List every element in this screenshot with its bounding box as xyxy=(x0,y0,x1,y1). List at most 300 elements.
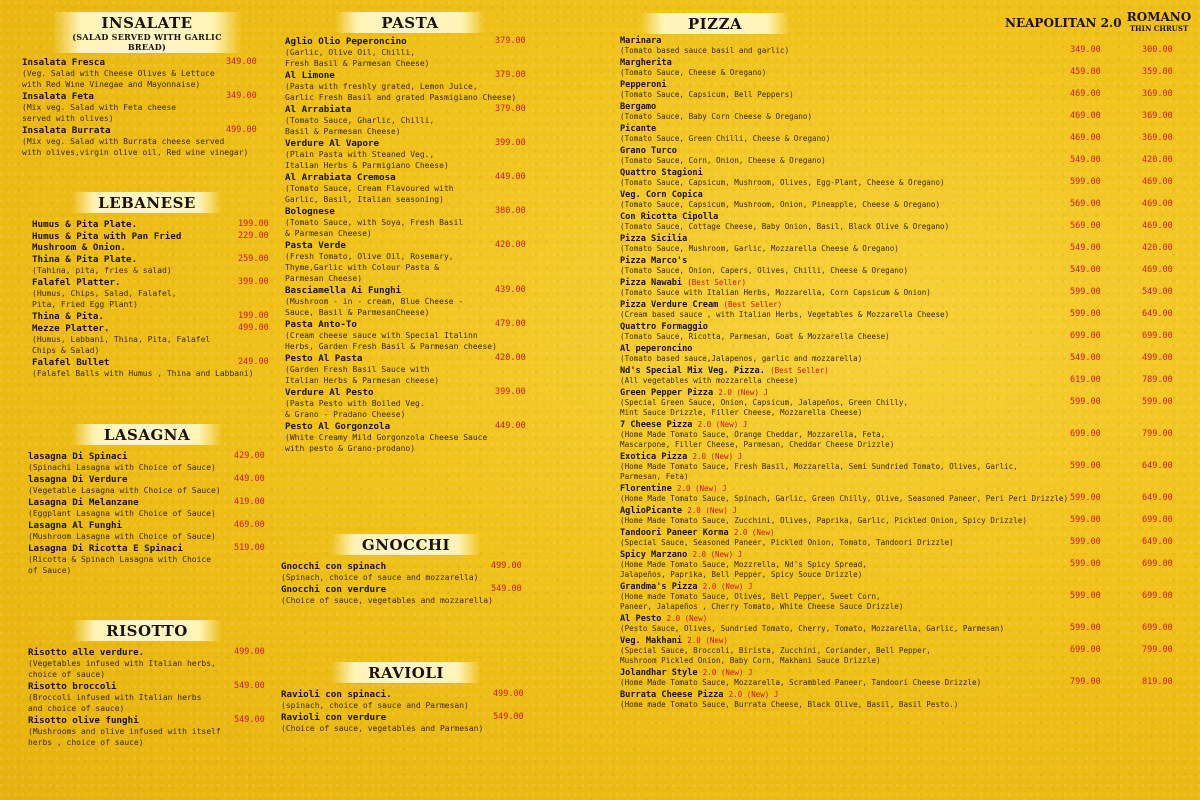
pizza-name xyxy=(620,366,1190,376)
gnocchi-section xyxy=(281,534,531,607)
pizza-tag: 2.0 (New) J xyxy=(687,506,737,515)
pizza-name xyxy=(620,256,1190,266)
menu-item xyxy=(22,57,272,90)
pizza-item xyxy=(620,256,1190,276)
item-price: 199.00 xyxy=(238,311,269,321)
insalate-list xyxy=(22,57,272,158)
ravioli-section xyxy=(281,662,531,735)
menu-item xyxy=(285,36,535,69)
pizza-name-text: Veg. Makhani xyxy=(620,636,683,646)
neapolitan-price: 699.00 xyxy=(1070,645,1101,655)
pizza-name-text: Exotica Pizza xyxy=(620,452,688,462)
pizza-name xyxy=(620,614,1190,624)
neapolitan-price: 599.00 xyxy=(1070,177,1101,187)
lebanese-section xyxy=(22,192,272,380)
neapolitan-price: 699.00 xyxy=(1070,429,1101,439)
menu-item xyxy=(32,219,272,230)
menu-item xyxy=(285,319,535,352)
item-description: (Mix veg. Salad with Burrata cheese served with olives,virgin olive oil, Red wine vinegar) xyxy=(22,137,249,157)
pizza-name xyxy=(620,190,1190,200)
menu-item xyxy=(285,240,535,284)
item-price: 420.00 xyxy=(495,353,526,363)
item-name: Thina & Pita Plate. xyxy=(32,254,138,265)
neapolitan-price: 349.00 xyxy=(1070,45,1101,55)
neapolitan-price: 549.00 xyxy=(1070,265,1101,275)
romano-price: 420.00 xyxy=(1142,243,1173,253)
menu-item xyxy=(281,561,531,583)
pasta-list xyxy=(285,36,535,454)
item-description: (Veg. Salad with Cheese Olives & Lettuce with Red Wine Vinegae and Mayonnaise) xyxy=(22,69,215,89)
pizza-name xyxy=(620,146,1190,156)
pizza-description: (Tomato Sauce with Italian Herbs, Mozzarella, Corn Capsicum & Onion) xyxy=(620,288,931,297)
pizza-item xyxy=(620,146,1190,166)
item-description: (Tomato Sauce, Gharlic, Chilli, Basil & Parmesan Cheese) xyxy=(285,116,435,136)
pizza-tag: (Best Seller) xyxy=(770,366,829,375)
pizza-description: (Tomato Sauce, Cottage Cheese, Baby Onion, Basil, Black Olive & Oregano) xyxy=(620,222,950,231)
item-name: Pasta Verde xyxy=(285,240,346,251)
lebanese-title: LEBANESE xyxy=(98,194,196,212)
neapolitan-price: 599.00 xyxy=(1070,461,1101,471)
romano-price: 549.00 xyxy=(1142,287,1173,297)
pizza-description: (Home made Tomato Sauce, Olives, Bell Pepper, Sweet Corn, Paneer, Jalapeños , Cherry Tomato, White Cheese Sauce Drizzle) xyxy=(620,592,904,611)
menu-item xyxy=(285,172,535,205)
item-name: Mezze Platter. xyxy=(32,323,110,334)
item-description: (Mushrooms and olive infused with itself herbs , choice of sauce) xyxy=(28,727,221,747)
item-price: 259.00 xyxy=(238,254,269,264)
item-description: (Eggplant Lasagna with Choice of Sauce) xyxy=(28,509,216,518)
item-price: 399.00 xyxy=(495,387,526,397)
risotto-banner xyxy=(72,620,222,641)
pasta-banner xyxy=(335,12,485,33)
pizza-name xyxy=(620,80,1190,90)
neapolitan-price: 599.00 xyxy=(1070,623,1101,633)
menu-item xyxy=(285,353,535,386)
neapolitan-price: 599.00 xyxy=(1070,309,1101,319)
pizza-description: (Pesto Sauce, Olives, Sundried Tomato, Cherry, Tomato, Mozzarella, Garlic, Parmesan) xyxy=(620,624,1005,633)
pizza-name-text: AglioPicante xyxy=(620,506,683,516)
menu-item xyxy=(22,91,272,124)
pizza-description: (Tomato Sauce, Green Chilli, Cheese & Oregano) xyxy=(620,134,831,143)
pizza-name-text: Burrata Cheese Pizza xyxy=(620,690,724,700)
romano-header xyxy=(1126,10,1192,33)
item-description: (Falafel Balls with Humus , Thina and Labbani) xyxy=(32,369,254,378)
item-name: Falafel Bullet xyxy=(32,357,110,368)
pizza-description: (Tomato Sauce, Corn, Onion, Cheese & Oregano) xyxy=(620,156,826,165)
neapolitan-price: 599.00 xyxy=(1070,559,1101,569)
pizza-name-text: 7 Cheese Pizza xyxy=(620,420,693,430)
pizza-name xyxy=(620,102,1190,112)
neapolitan-price: 599.00 xyxy=(1070,591,1101,601)
item-description: (Vegetables infused with Italian herbs, choice of sauce) xyxy=(28,659,216,679)
item-price: 379.00 xyxy=(495,104,526,114)
item-name: Basciamella Ai Funghi xyxy=(285,285,402,296)
pizza-item xyxy=(620,168,1190,188)
pizza-name-text: Nd's Special Mix Veg. Pizza. xyxy=(620,366,765,376)
risotto-title: RISOTTO xyxy=(106,622,188,640)
romano-price: 369.00 xyxy=(1142,89,1173,99)
pizza-item xyxy=(620,58,1190,78)
pizza-item xyxy=(620,344,1190,364)
item-description: (Tomato Sauce, with Soya, Fresh Basil & Parmesan Cheese) xyxy=(285,218,464,238)
romano-price: 649.00 xyxy=(1142,461,1173,471)
pizza-item xyxy=(620,420,1190,450)
ravioli-banner xyxy=(331,662,481,683)
pizza-tag: 2.0 (New) J xyxy=(697,420,748,429)
item-price: 199.00 xyxy=(238,219,269,229)
neapolitan-price: 599.00 xyxy=(1070,493,1101,503)
neapolitan-price: 599.00 xyxy=(1070,397,1101,407)
item-price: 549.00 xyxy=(491,584,522,594)
item-price: 249.00 xyxy=(238,357,269,367)
romano-price: 469.00 xyxy=(1142,199,1173,209)
pizza-name xyxy=(620,452,1190,462)
item-description: (Mix veg. Salad with Feta cheese served with olives) xyxy=(22,103,177,123)
pizza-item xyxy=(620,452,1190,482)
pizza-name-text: Margherita xyxy=(620,58,672,68)
neapolitan-price: 569.00 xyxy=(1070,199,1101,209)
pizza-tag: 2.0 (New) J xyxy=(728,690,779,699)
pizza-name-text: Quattro Stagioni xyxy=(620,168,703,178)
pizza-name xyxy=(620,278,1190,288)
neapolitan-price: 459.00 xyxy=(1070,67,1101,77)
item-description: (Tahina, pita, fries & salad) xyxy=(32,266,172,275)
menu-item xyxy=(285,138,535,171)
pizza-item xyxy=(620,80,1190,100)
romano-price: 699.00 xyxy=(1142,559,1173,569)
pizza-banner xyxy=(640,13,790,34)
pizza-name xyxy=(620,388,1190,398)
item-price: 479.00 xyxy=(495,319,526,329)
romano-price: 300.00 xyxy=(1142,45,1173,55)
pizza-name-text: Green Pepper Pizza xyxy=(620,388,714,398)
item-price: 549.00 xyxy=(493,712,524,722)
item-name: Risotto alle verdure. xyxy=(28,647,145,658)
item-price: 499.00 xyxy=(238,323,269,333)
pizza-name xyxy=(620,36,1190,46)
romano-price: 499.00 xyxy=(1142,353,1173,363)
item-price: 229.00 xyxy=(238,231,269,241)
pizza-name xyxy=(620,582,1190,592)
pizza-tag: 2.0 (New) J xyxy=(692,452,743,461)
insalate-title: INSALATE xyxy=(101,14,193,32)
menu-item xyxy=(28,474,272,496)
item-price: 380.00 xyxy=(495,206,526,216)
item-name: Lasagna Di Ricotta E Spinaci xyxy=(28,543,183,554)
romano-price: 699.00 xyxy=(1142,591,1173,601)
menu-item xyxy=(28,451,272,473)
pizza-description: (Tomato Sauce, Mushroom, Garlic, Mozzarella Cheese & Oregano) xyxy=(620,244,899,253)
item-name: Gnocchi con spinach xyxy=(281,561,387,572)
menu-item xyxy=(285,104,535,137)
pizza-name xyxy=(620,168,1190,178)
item-price: 499.00 xyxy=(226,125,257,135)
pizza-item xyxy=(620,690,1190,710)
lasagna-title: LASAGNA xyxy=(103,426,191,444)
item-description: (Tomato Sauce, Cream Flavoured with Garlic, Basil, Italian seasoning) xyxy=(285,184,454,204)
pizza-name-text: Bergamo xyxy=(620,102,657,112)
item-description: (Garlic, Olive Oil, Chilli, Fresh Basil & Parmesan Cheese) xyxy=(285,48,430,68)
romano-price: 599.00 xyxy=(1142,397,1173,407)
item-name: Insalata Fresca xyxy=(22,57,105,68)
romano-price: 819.00 xyxy=(1142,677,1173,687)
pizza-name xyxy=(620,58,1190,68)
romano-price: 420.00 xyxy=(1142,155,1173,165)
menu-item xyxy=(28,520,272,542)
item-description: (Pasta Pesto with Boiled Veg. & Grano - Pradano Cheese) xyxy=(285,399,425,419)
pizza-name xyxy=(620,550,1190,560)
pizza-item xyxy=(620,300,1190,320)
item-name: Insalata Feta xyxy=(22,91,94,102)
pizza-name xyxy=(620,124,1190,134)
item-price: 420.00 xyxy=(495,240,526,250)
pizza-name xyxy=(620,484,1190,494)
menu-item xyxy=(28,715,272,748)
menu-item xyxy=(285,206,535,239)
item-price: 499.00 xyxy=(234,647,265,657)
menu-item xyxy=(281,712,531,734)
item-price: 499.00 xyxy=(493,689,524,699)
pizza-name-text: Pizza Marco's xyxy=(620,256,688,266)
pizza-item xyxy=(620,124,1190,144)
item-price: 379.00 xyxy=(495,36,526,46)
item-description: (Fresh Tomato, Olive Oil, Rosemary, Thyme,Garlic with Colour Pasta & Parmesan Cheese) xyxy=(285,252,454,283)
pizza-tag: (Best Seller) xyxy=(687,278,746,287)
pizza-item xyxy=(620,36,1190,56)
romano-price: 799.00 xyxy=(1142,429,1173,439)
pizza-name xyxy=(620,212,1190,222)
item-name: Verdure Al Pesto xyxy=(285,387,374,398)
pizza-description: (Home made Tomato Sauce, Burrata Cheese, Black Olive, Basil, Basil Pesto.) xyxy=(620,700,959,709)
menu-item xyxy=(285,70,535,103)
romano-price: 699.00 xyxy=(1142,623,1173,633)
pizza-description: (Tomato Sauce, Onion, Capers, Olives, Chilli, Cheese & Oregano) xyxy=(620,266,909,275)
item-name: Lasagna Di Melanzane xyxy=(28,497,139,508)
item-price: 449.00 xyxy=(495,172,526,182)
neapolitan-price: 469.00 xyxy=(1070,89,1101,99)
item-price: 449.00 xyxy=(495,421,526,431)
romano-price: 649.00 xyxy=(1142,493,1173,503)
menu-item xyxy=(32,357,272,379)
romano-price: 649.00 xyxy=(1142,309,1173,319)
pizza-description: (All vegetables with mozzarella cheese) xyxy=(620,376,799,385)
pizza-description: (Tomato Sauce, Baby Corn Cheese & Oregano) xyxy=(620,112,813,121)
pizza-description: (Tomato Sauce, Cheese & Oregano) xyxy=(620,68,767,77)
item-name: Pasta Anto-To xyxy=(285,319,357,330)
pizza-name-text: Pizza Nawabi xyxy=(620,278,683,288)
pizza-name-text: Grano Turco xyxy=(620,146,677,156)
item-name: Ravioli con spinaci. xyxy=(281,689,392,700)
pizza-item xyxy=(620,668,1190,688)
pizza-name-text: Marinara xyxy=(620,36,662,46)
pizza-name-text: Al peperoncino xyxy=(620,344,693,354)
item-price: 439.00 xyxy=(495,285,526,295)
pizza-item xyxy=(620,234,1190,254)
item-name: Risotto olive funghi xyxy=(28,715,139,726)
item-price: 419.00 xyxy=(234,497,265,507)
item-name: Al Limone xyxy=(285,70,335,81)
romano-price: 469.00 xyxy=(1142,221,1173,231)
item-name: Bolognese xyxy=(285,206,335,217)
item-description: (Spinach, choice of sauce and mozzarella) xyxy=(281,573,479,582)
menu-item xyxy=(32,323,272,356)
insalate-subtitle: (SALAD SERVED WITH GARLIC BREAD) xyxy=(72,32,222,52)
pizza-name-text: Picante xyxy=(620,124,657,134)
pizza-name-text: Veg. Corn Copica xyxy=(620,190,703,200)
item-price: 499.00 xyxy=(491,561,522,571)
neapolitan-price: 549.00 xyxy=(1070,243,1101,253)
lebanese-list xyxy=(22,219,272,379)
menu-item xyxy=(285,387,535,420)
item-name: Pesto Al Gorgonzola xyxy=(285,421,391,432)
item-name: Verdure Al Vapore xyxy=(285,138,380,149)
gnocchi-banner xyxy=(331,534,481,555)
pizza-description: (Special Green Sauce, Onion, Capsicum, Jalapeños, Green Chilly, Mint Sauce Drizzle, Filler Cheese, Mozzarella Cheese) xyxy=(620,398,909,417)
romano-price: 789.00 xyxy=(1142,375,1173,385)
pizza-item xyxy=(620,528,1190,548)
romano-price: 469.00 xyxy=(1142,177,1173,187)
pizza-item xyxy=(620,190,1190,210)
item-description: (Pasta with freshly grated, Lemon Juice, Garlic Fresh Basil and grated Pasmigiano Cheese) xyxy=(285,82,517,102)
menu-item xyxy=(32,311,272,322)
pizza-name-text: Quattro Formaggio xyxy=(620,322,708,332)
item-price: 349.00 xyxy=(226,91,257,101)
item-price: 349.00 xyxy=(226,57,257,67)
menu-item xyxy=(32,254,272,276)
item-description: (Plain Pasta with Steaned Veg., Italian Herbs & Parmigiano Cheese) xyxy=(285,150,449,170)
pizza-name xyxy=(620,690,1190,700)
pizza-list xyxy=(620,36,1190,712)
pizza-name-text: Pizza Verdure Cream xyxy=(620,300,719,310)
neapolitan-price: 469.00 xyxy=(1070,133,1101,143)
pizza-description: (Tomato Sauce, Capsicum, Mushroom, Onion, Pineapple, Cheese & Oregano) xyxy=(620,200,941,209)
item-name: Pesto Al Pasta xyxy=(285,353,363,364)
item-description: (Broccoli infused with Italian herbs and choice of sauce) xyxy=(28,693,202,713)
pizza-description: (Tomato Sauce, Ricotta, Parmesan, Goat & Mozzarella Cheese) xyxy=(620,332,890,341)
menu-item xyxy=(281,689,531,711)
romano-price: 649.00 xyxy=(1142,537,1173,547)
pizza-tag: 2.0 (New) xyxy=(666,614,708,623)
menu-item xyxy=(285,421,535,454)
pizza-description: (Home Made Tomato Sauce, Spinach, Garlic, Green Chilly, Olive, Seasoned Paneer, Peri Peri Drizzle) xyxy=(620,494,1069,503)
pizza-description: (Special Sauce, Seasoned Paneer, Pickled Onion, Tomato, Tandoori Drizzle) xyxy=(620,538,954,547)
romano-price: 369.00 xyxy=(1142,133,1173,143)
pizza-tag: 2.0 (New) J xyxy=(718,388,768,397)
menu-item xyxy=(22,125,272,158)
gnocchi-title: GNOCCHI xyxy=(361,536,451,554)
lasagna-banner xyxy=(72,424,222,445)
neapolitan-price: 799.00 xyxy=(1070,677,1101,687)
item-description: (Cream cheese sauce with Special Italinn Herbs, Garden Fresh Basil & Parmesan cheese) xyxy=(285,331,497,351)
item-name: Humus & Pita with Pan Fried Mushroom & Onion. xyxy=(32,231,182,253)
item-description: (Humus, Chips, Salad, Falafel, Pita, Fried Egg Plant) xyxy=(32,289,177,309)
pizza-description: (Home Made Tomato Sauce, Fresh Basil, Mozzarella, Semi Sundried Tomato, Olives, Garlic, Parmesan, Feta) xyxy=(620,462,1018,481)
item-name: lasagna Di Spinaci xyxy=(28,451,128,462)
item-price: 549.00 xyxy=(234,715,265,725)
pizza-description: (Home Made Tomato Sauce, Mozzarella, Scrambled Paneer, Tandoori Cheese Drizzle) xyxy=(620,678,982,687)
insalate-banner xyxy=(52,12,242,53)
item-name: Al Arrabiata xyxy=(285,104,352,115)
pizza-name-text: Tandoori Paneer Korma xyxy=(620,528,729,538)
item-price: 469.00 xyxy=(234,520,265,530)
menu-item xyxy=(28,543,272,576)
pizza-tag: 2.0 (New) xyxy=(733,528,775,537)
neapolitan-price: 569.00 xyxy=(1070,221,1101,231)
pizza-description: (Tomato based sauce basil and garlic) xyxy=(620,46,790,55)
pizza-description: (Home Made Tomato Sauce, Zucchini, Olives, Paprika, Garlic, Pickled Onion, Spicy Drizzle) xyxy=(620,516,1027,525)
pizza-name-text: Pepperoni xyxy=(620,80,667,90)
pizza-item xyxy=(620,366,1190,386)
neapolitan-header: NEAPOLITAN 2.0 xyxy=(1005,16,1122,30)
pizza-item xyxy=(620,322,1190,342)
item-name: Risotto broccoli xyxy=(28,681,117,692)
pizza-name xyxy=(620,420,1190,430)
neapolitan-price: 599.00 xyxy=(1070,537,1101,547)
ravioli-title: RAVIOLI xyxy=(368,664,444,682)
lebanese-banner xyxy=(72,192,222,213)
pizza-item xyxy=(620,636,1190,666)
pizza-description: (Special Sauce, Broccoli, Birista, Zucchini, Coriander, Bell Pepper, Mushroom Pickled Onion, Baby Corn, Makhani Sauce Drizzle) xyxy=(620,646,931,665)
risotto-list xyxy=(22,647,272,748)
romano-subtitle: THIN CHRUST xyxy=(1129,24,1189,33)
item-name: Insalata Burrata xyxy=(22,125,111,136)
item-name: Aglio Olio Peperoncino xyxy=(285,36,407,47)
pizza-name-text: Al Pesto xyxy=(620,614,662,624)
item-name: Falafel Platter. xyxy=(32,277,121,288)
pasta-title: PASTA xyxy=(381,14,439,32)
item-description: (White Creamy Mild Gorgonzola Cheese Sauce with pesto & Grano-prodano) xyxy=(285,433,488,453)
menu-item xyxy=(285,285,535,318)
item-description: (Ricotta & Spinach Lasagna with Choice of Sauce) xyxy=(28,555,212,575)
neapolitan-price: 549.00 xyxy=(1070,353,1101,363)
pizza-item xyxy=(620,212,1190,232)
neapolitan-price: 699.00 xyxy=(1070,331,1101,341)
romano-price: 699.00 xyxy=(1142,515,1173,525)
gnocchi-list xyxy=(281,561,531,606)
pizza-description: (Cream based sauce , with Italian Herbs, Vegetables & Mozzarella Cheese) xyxy=(620,310,950,319)
pizza-title: PIZZA xyxy=(687,15,743,33)
pizza-description: (Home Made Tomato Sauce, Orange Cheddar, Mozzarella, Feta, Mascarpone, Filler Cheese, Parmesan, Cheddar Cheese Drizzle) xyxy=(620,430,895,449)
menu-item xyxy=(28,647,272,680)
pizza-item xyxy=(620,278,1190,298)
pizza-name xyxy=(620,636,1190,646)
pizza-item xyxy=(620,582,1190,612)
romano-title: ROMANO xyxy=(1126,10,1192,24)
item-name: Humus & Pita Plate. xyxy=(32,219,138,230)
pizza-tag: 2.0 (New) J xyxy=(676,484,727,493)
pizza-name xyxy=(620,668,1190,678)
item-price: 449.00 xyxy=(234,474,265,484)
pasta-section xyxy=(285,12,535,455)
romano-price: 799.00 xyxy=(1142,645,1173,655)
pizza-name xyxy=(620,322,1190,332)
item-description: (Mushroom Lasagna with Choice of Sauce) xyxy=(28,532,216,541)
lasagna-section xyxy=(22,424,272,577)
item-description: (Mushroom - in - cream, Blue Cheese - Sauce, Basil & ParmesanCheese) xyxy=(285,297,464,317)
neapolitan-price: 599.00 xyxy=(1070,287,1101,297)
pizza-name xyxy=(620,506,1190,516)
pizza-description: (Home Made Tomato Sauce, Mozzrella, Nd's Spicy Spread, Jalapeños, Paprika, Bell Pepper, Spicy Souce Drizzle) xyxy=(620,560,867,579)
menu-item xyxy=(28,681,272,714)
neapolitan-price: 469.00 xyxy=(1070,111,1101,121)
pizza-description: (Tomato Sauce, Capsicum, Bell Peppers) xyxy=(620,90,794,99)
pizza-name-text: Spicy Marzano xyxy=(620,550,688,560)
item-name: Gnocchi con verdure xyxy=(281,584,387,595)
pizza-item xyxy=(620,484,1190,504)
pizza-name-text: Florentine xyxy=(620,484,672,494)
pizza-name-text: Jolandhar Style xyxy=(620,668,698,678)
item-name: Al Arrabiata Cremosa xyxy=(285,172,396,183)
insalate-section xyxy=(22,12,272,159)
